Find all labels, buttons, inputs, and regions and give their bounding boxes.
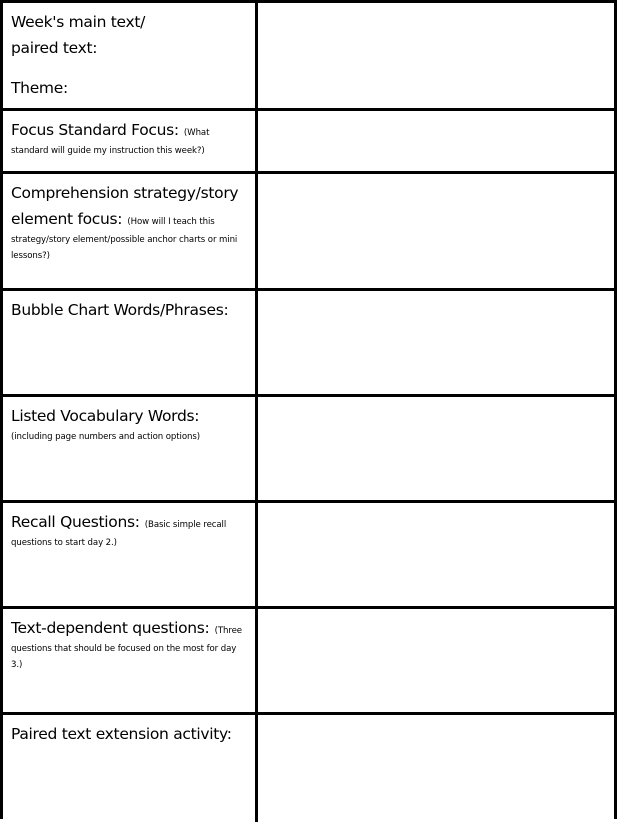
main-text-label-line2: paired text: [11,39,98,57]
recall-questions-hint-inline: (Basic simple recall [144,520,227,530]
focus-standard-label: Focus Standard Focus: [11,121,179,139]
row-label-cell [3,715,258,822]
row-label-cell [3,503,258,606]
comprehension-entry-cell[interactable] [258,174,614,288]
table-row-vocabulary [3,397,614,503]
text-dependent-label: Text-dependent questions: [11,619,210,637]
table-row-text-dependent-questions [3,609,614,715]
focus-standard-hint-inline: (What [183,128,210,138]
recall-questions-label: Recall Questions: [11,513,140,531]
row-label-cell [3,3,258,108]
text-dependent-hint-inline: (Three [214,626,242,636]
bubble-chart-entry-cell[interactable] [258,291,614,394]
comprehension-hint: strategy/story element/possible anchor charts or mini lessons?) [11,235,238,261]
table-row-bubble-chart [3,291,614,397]
row-label-cell [3,174,258,288]
focus-standard-hint: standard will guide my instruction this week?) [11,146,205,156]
table-row-comprehension-strategy [3,174,614,291]
vocabulary-label: Listed Vocabulary Words: [11,407,200,425]
vocabulary-hint: (including page numbers and action options) [11,432,200,442]
main-text-entry-cell[interactable] [258,3,614,108]
text-dependent-entry-cell[interactable] [258,609,614,712]
table-row-paired-text-extension [3,715,614,822]
text-dependent-hint: questions that should be focused on the most for day 3.) [11,644,237,670]
row-label-cell [3,397,258,500]
table-row-main-text [3,3,614,111]
comprehension-hint-inline: (How will I teach this [127,217,215,227]
vocabulary-entry-cell[interactable] [258,397,614,500]
theme-label: Theme: [11,79,68,97]
row-label-cell [3,609,258,712]
focus-standard-entry-cell[interactable] [258,111,614,171]
row-label-cell [3,291,258,394]
table-row-focus-standard [3,111,614,174]
recall-questions-hint: questions to start day 2.) [11,538,117,548]
comprehension-label-line2: element focus: [11,210,123,228]
paired-text-extension-entry-cell[interactable] [258,715,614,822]
paired-text-extension-label: Paired text extension activity: [11,725,232,743]
bubble-chart-label: Bubble Chart Words/Phrases: [11,301,229,319]
table-row-recall-questions [3,503,614,609]
main-text-label-line1: Week's main text/ [11,13,146,31]
row-label-cell [3,111,258,171]
recall-questions-entry-cell[interactable] [258,503,614,606]
spacer [11,61,247,75]
comprehension-label-line1: Comprehension strategy/story [11,184,239,202]
